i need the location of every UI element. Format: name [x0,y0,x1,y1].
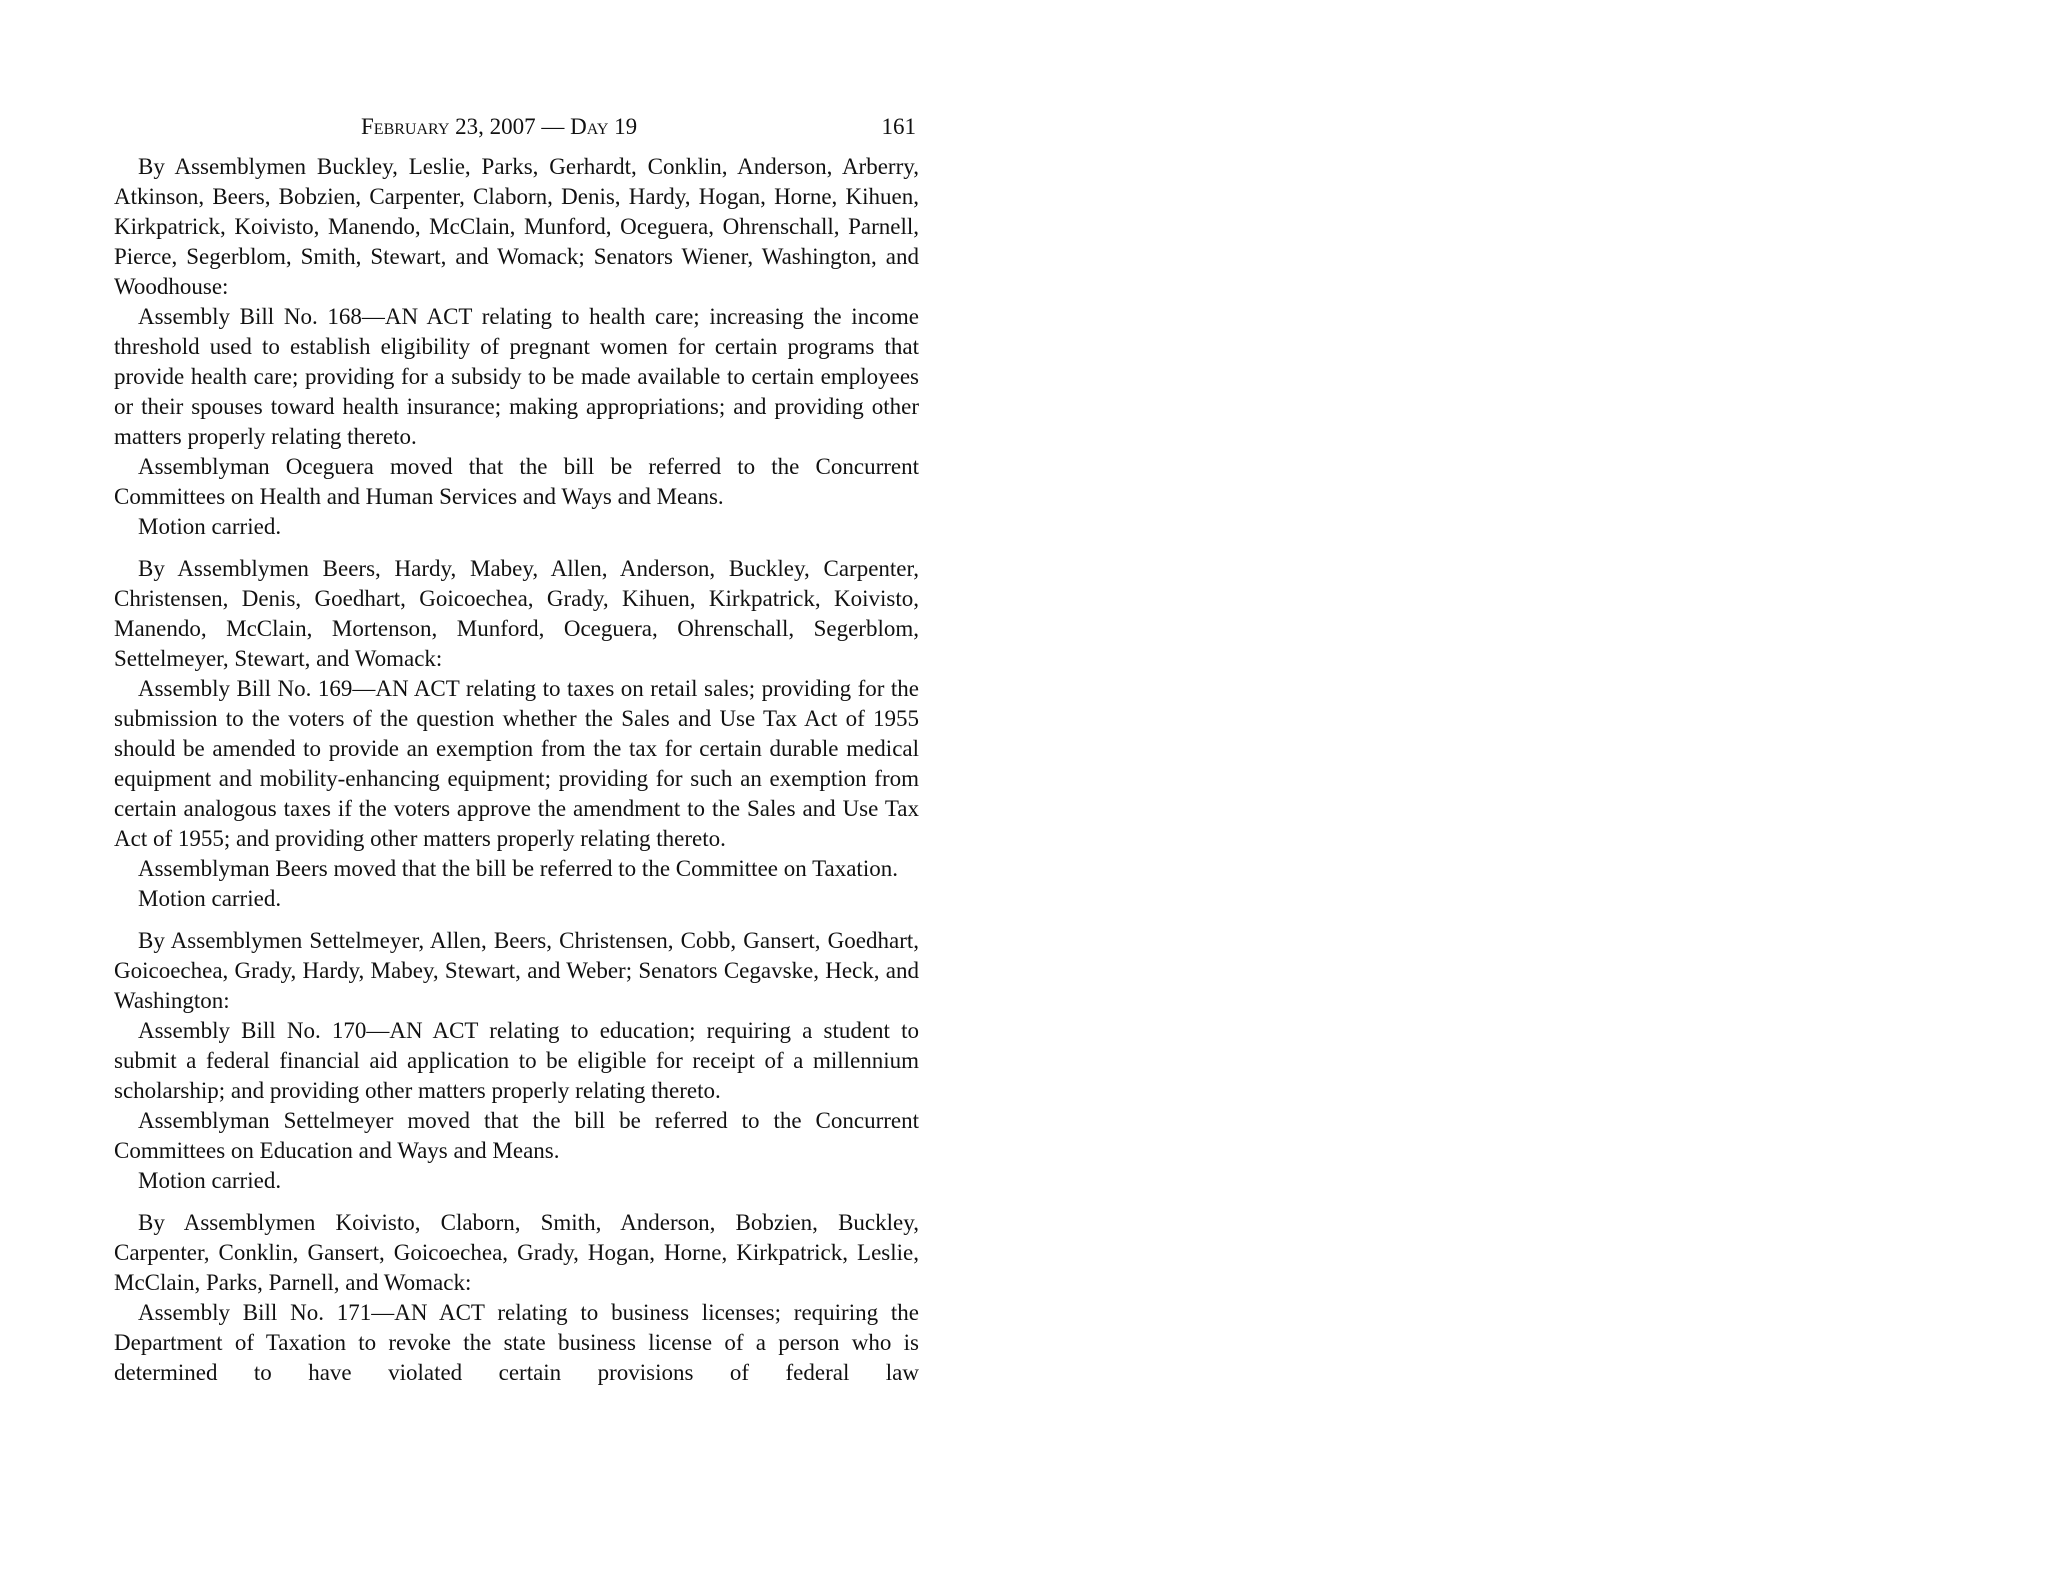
sponsors-paragraph: By Assemblymen Koivisto, Claborn, Smith, Anderson, Bobzien, Buckley, Carpenter, Conklin, Gansert, Goicoechea, Grady, Hogan, Horne, Kirkpatrick, Leslie, McClain, Parks, Parnell, and Womack: [114,1210,919,1295]
bill-paragraph: Assembly Bill No. 171—AN ACT relating to business licenses; requiring the Department of Taxation to revoke the state business license of a person who is determined to have violated certain provisions of federal law [114,1300,919,1385]
result-paragraph: Motion carried. [138,886,282,911]
sponsors-paragraph: By Assemblymen Settelmeyer, Allen, Beers, Christensen, Cobb, Gansert, Goedhart, Goicoechea, Grady, Hardy, Mabey, Stewart, and Weber; Senators Cegavske, Heck, and Washington: [114,928,919,1013]
bill-entry-171 [114,1208,919,1388]
result-paragraph: Motion carried. [138,1168,282,1193]
bill-entry-168 [114,152,919,542]
bill-paragraph: Assembly Bill No. 168—AN ACT relating to health care; increasing the income threshold used to establish eligibility of pregnant women for certain programs that provide health care; providing for a subsidy to be made available to certain employees or their spouses toward health insurance; making appropriations; and providing other matters properly relating thereto. [114,304,919,449]
bill-entry-170 [114,926,919,1196]
result-paragraph: Motion carried. [138,514,282,539]
page-number: 161 [881,114,916,139]
motion-paragraph: Assemblyman Oceguera moved that the bill be referred to the Concurrent Committees on Health and Human Services and Ways and Means. [114,454,919,509]
motion-paragraph: Assemblyman Settelmeyer moved that the bill be referred to the Concurrent Committees on Education and Ways and Means. [114,1108,919,1163]
journal-page [114,110,919,1400]
header-date: February 23, 2007 — Day 19 [361,114,638,139]
running-header [114,110,919,144]
bill-paragraph: Assembly Bill No. 170—AN ACT relating to education; requiring a student to submit a federal financial aid application to be eligible for receipt of a millennium scholarship; and providing other matters properly relating thereto. [114,1018,919,1103]
sponsors-paragraph: By Assemblymen Beers, Hardy, Mabey, Allen, Anderson, Buckley, Carpenter, Christensen, Denis, Goedhart, Goicoechea, Grady, Kihuen, Kirkpatrick, Koivisto, Manendo, McClain, Mortenson, Munford, Oceguera, Ohrenschall, Segerblom, Settelmeyer, Stewart, and Womack: [114,556,919,671]
sponsors-paragraph: By Assemblymen Buckley, Leslie, Parks, Gerhardt, Conklin, Anderson, Arberry, Atkinson, Beers, Bobzien, Carpenter, Claborn, Denis, Hardy, Hogan, Horne, Kihuen, Kirkpatrick, Koivisto, Manendo, McClain, Munford, Oceguera, Ohrenschall, Parnell, Pierce, Segerblom, Smith, Stewart, and Womack; Senators Wiener, Washington, and Woodhouse: [114,154,919,299]
bill-paragraph: Assembly Bill No. 169—AN ACT relating to taxes on retail sales; providing for the submission to the voters of the question whether the Sales and Use Tax Act of 1955 should be amended to provide an exemption from the tax for certain durable medical equipment and mobility-enhancing equipment; providing for such an exemption from certain analogous taxes if the voters approve the amendment to the Sales and Use Tax Act of 1955; and providing other matters properly relating thereto. [114,676,919,851]
bill-entry-169 [114,554,919,914]
motion-paragraph: Assemblyman Beers moved that the bill be referred to the Committee on Taxation. [138,856,898,881]
